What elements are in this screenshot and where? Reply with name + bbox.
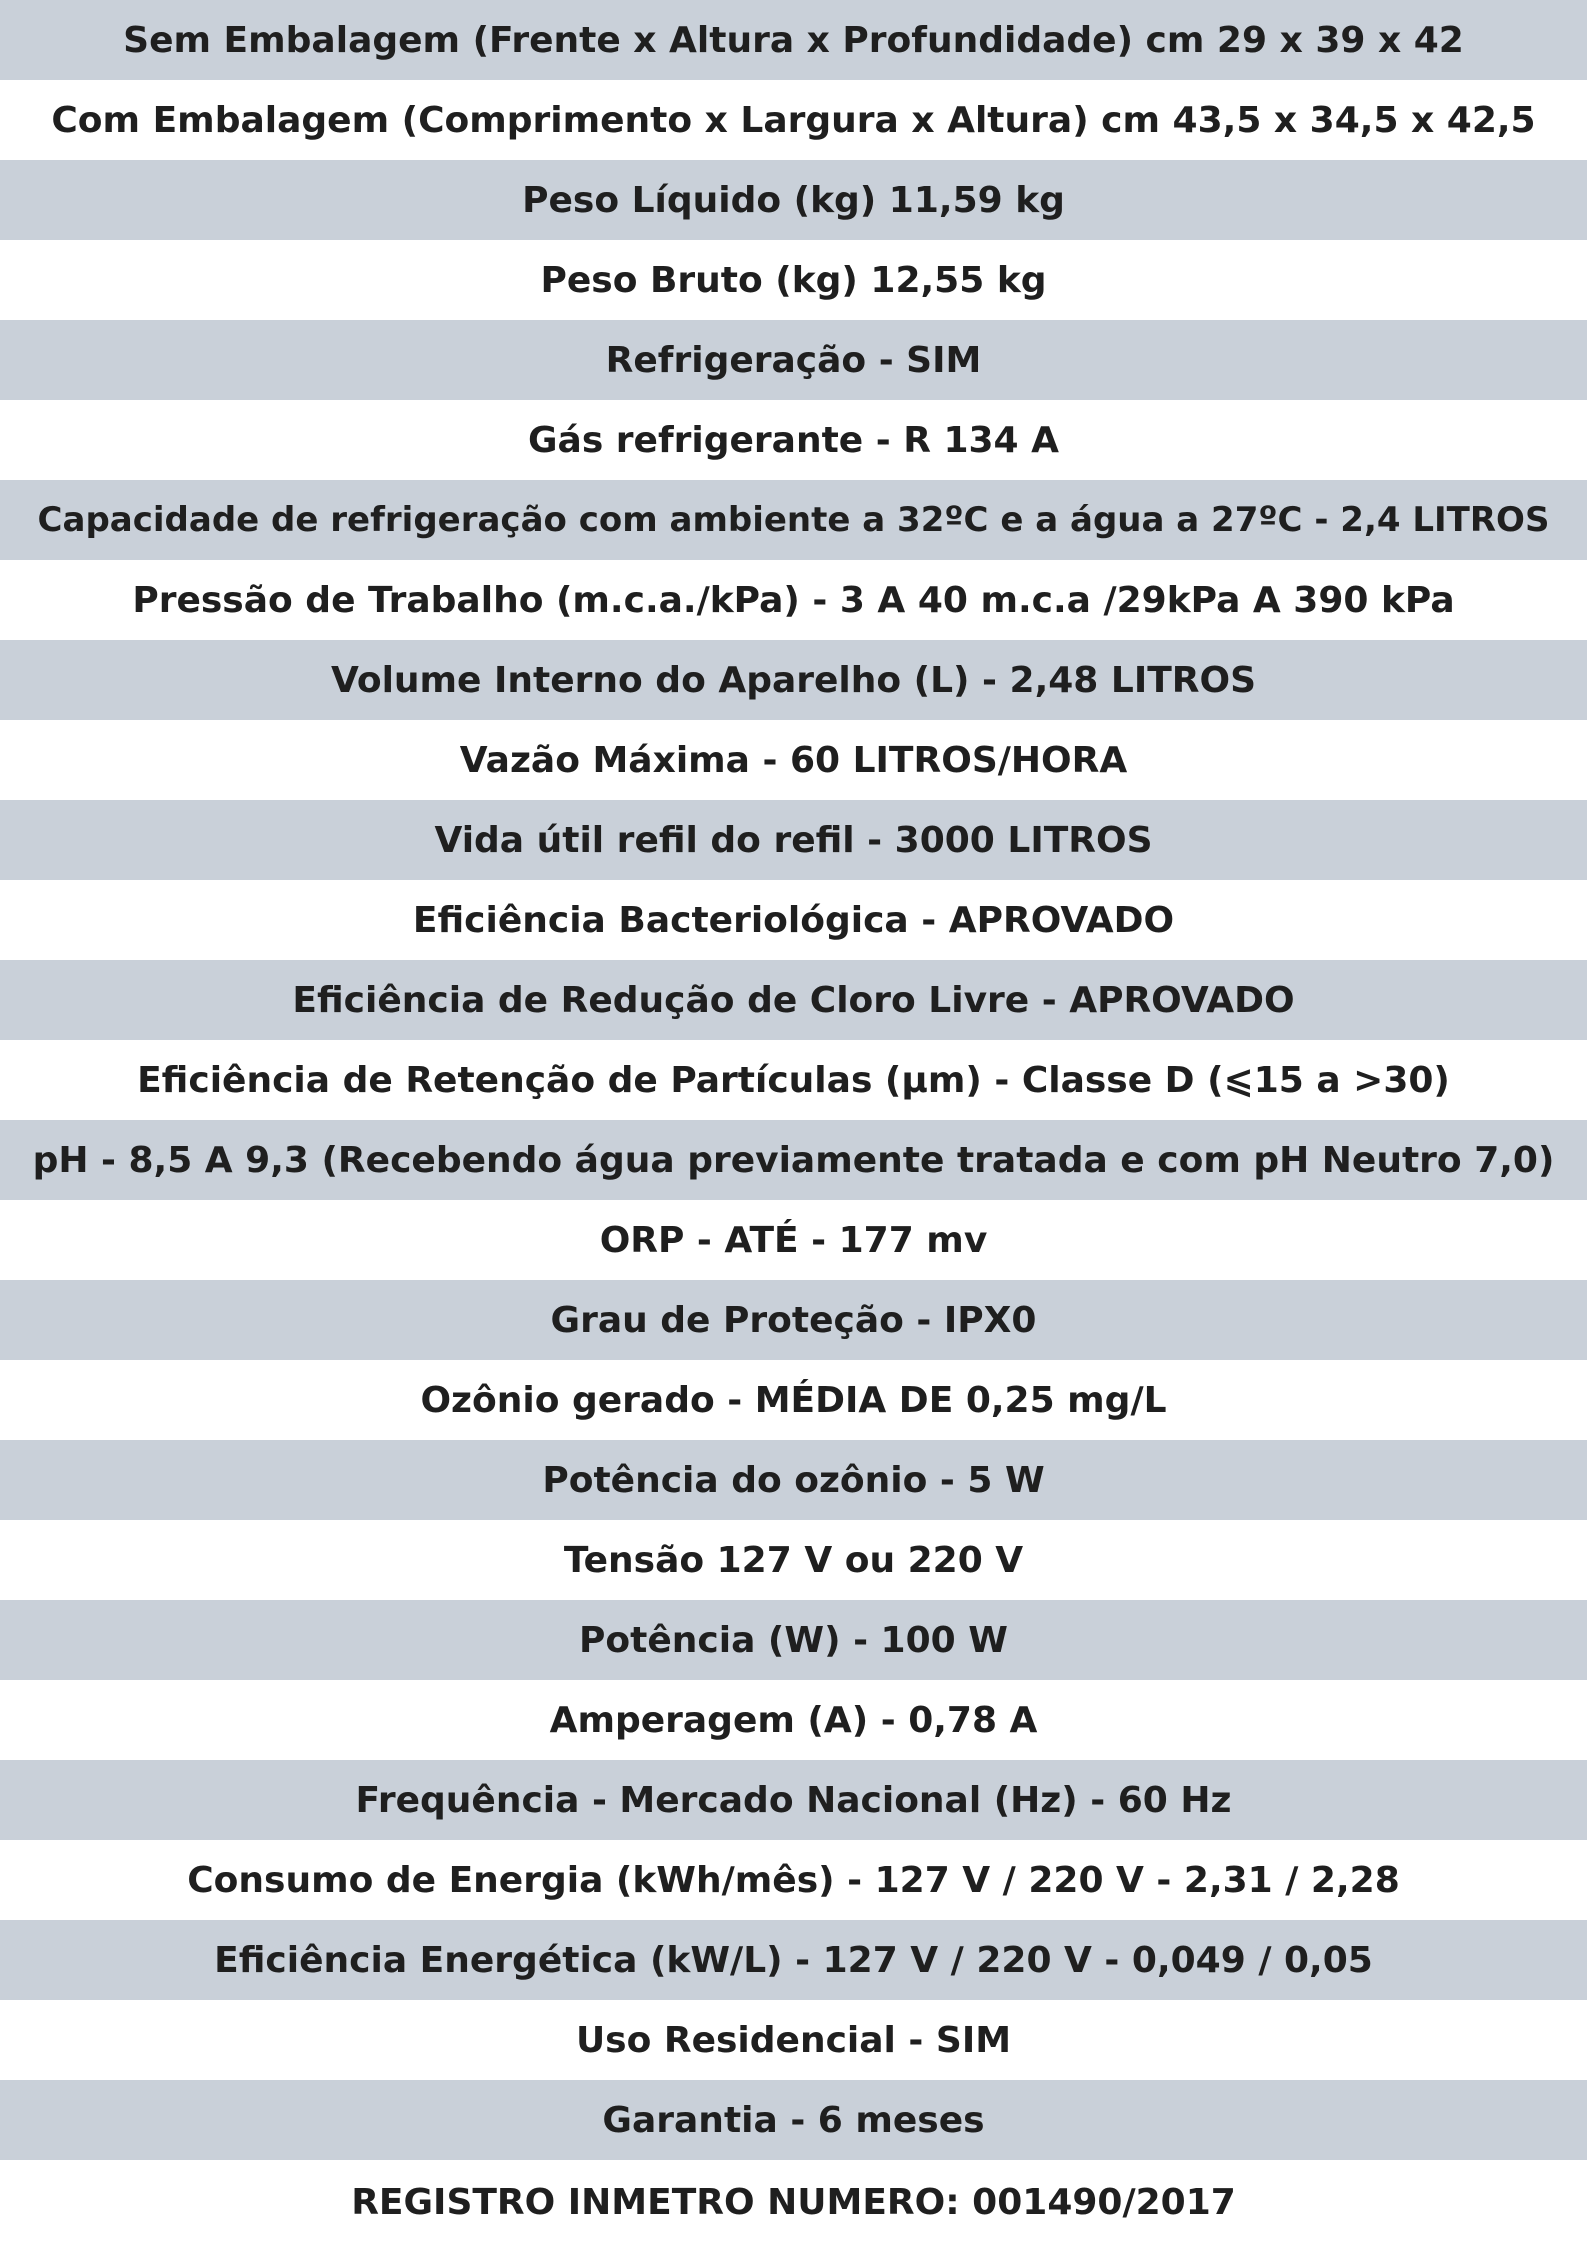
spec-row-chlorine-reduction: Eficiência de Redução de Cloro Livre - APROVADO <box>0 960 1587 1040</box>
spec-row-ozone-generated: Ozônio gerado - MÉDIA DE 0,25 mg/L <box>0 1360 1587 1440</box>
spec-row-energy-consumption: Consumo de Energia (kWh/mês) - 127 V / 220 V - 2,31 / 2,28 <box>0 1840 1587 1920</box>
spec-row-cooling-capacity: Capacidade de refrigeração com ambiente a 32ºC e a água a 27ºC - 2,4 LITROS <box>0 480 1587 560</box>
spec-row-residential-use: Uso Residencial - SIM <box>0 2000 1587 2080</box>
spec-row-protection-grade: Grau de Proteção - IPX0 <box>0 1280 1587 1360</box>
spec-row-ph: pH - 8,5 A 9,3 (Recebendo água previamente tratada e com pH Neutro 7,0) <box>0 1120 1587 1200</box>
spec-row-particle-retention: Eficiência de Retenção de Partículas (µm) - Classe D (⩽15 a >30) <box>0 1040 1587 1120</box>
spec-row-power: Potência (W) - 100 W <box>0 1600 1587 1680</box>
spec-row-amperage: Amperagem (A) - 0,78 A <box>0 1680 1587 1760</box>
spec-row-energy-efficiency: Eficiência Energética (kW/L) - 127 V / 220 V - 0,049 / 0,05 <box>0 1920 1587 2000</box>
spec-row-inmetro-registry: REGISTRO INMETRO NUMERO: 001490/2017 <box>0 2160 1587 2245</box>
spec-row-frequency: Frequência - Mercado Nacional (Hz) - 60 Hz <box>0 1760 1587 1840</box>
spec-row-net-weight: Peso Líquido (kg) 11,59 kg <box>0 160 1587 240</box>
spec-row-refrigeration: Refrigeração - SIM <box>0 320 1587 400</box>
spec-row-refrigerant-gas: Gás refrigerante - R 134 A <box>0 400 1587 480</box>
spec-row-filter-life: Vida útil refil do refil - 3000 LITROS <box>0 800 1587 880</box>
spec-row-working-pressure: Pressão de Trabalho (m.c.a./kPa) - 3 A 40 m.c.a /29kPa A 390 kPa <box>0 560 1587 640</box>
spec-row-max-flow: Vazão Máxima - 60 LITROS/HORA <box>0 720 1587 800</box>
spec-row-voltage: Tensão 127 V ou 220 V <box>0 1520 1587 1600</box>
spec-row-dimensions-packed: Com Embalagem (Comprimento x Largura x Altura) cm 43,5 x 34,5 x 42,5 <box>0 80 1587 160</box>
spec-row-gross-weight: Peso Bruto (kg) 12,55 kg <box>0 240 1587 320</box>
spec-row-ozone-power: Potência do ozônio - 5 W <box>0 1440 1587 1520</box>
spec-row-bacteriological-efficiency: Eficiência Bacteriológica - APROVADO <box>0 880 1587 960</box>
spec-row-warranty: Garantia - 6 meses <box>0 2080 1587 2160</box>
spec-row-orp: ORP - ATÉ - 177 mv <box>0 1200 1587 1280</box>
spec-row-dimensions-unpacked: Sem Embalagem (Frente x Altura x Profundidade) cm 29 x 39 x 42 <box>0 0 1587 80</box>
spec-row-internal-volume: Volume Interno do Aparelho (L) - 2,48 LITROS <box>0 640 1587 720</box>
